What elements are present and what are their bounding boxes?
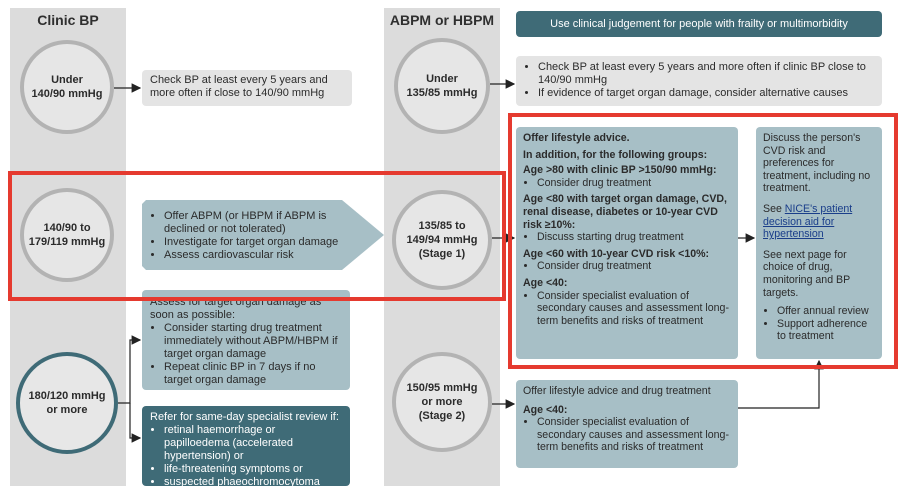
bullet-item: • retinal haemorrhage or papilloedema (accelerated hypertension) or: [164, 424, 342, 463]
circle-line: 135/85 to: [418, 220, 466, 232]
bullet-item: • Consider specialist evaluation of secondary causes and assessment long-term benefits and risks of treatment: [537, 416, 731, 454]
bullet-item: • If evidence of target organ damage, consider alternative causes: [538, 87, 874, 100]
circle-line: 135/85 mmHg: [406, 87, 478, 99]
group-heading: Age <80 with target organ damage, CVD, renal disease, diabetes or 10-year CVD risk ≥10%:: [523, 193, 727, 231]
bullet-item: • Consider specialist evaluation of secondary causes and assessment long-term benefits and risks of treatment: [537, 290, 731, 328]
circle-line: Under: [426, 73, 458, 85]
group-heading: Age <40:: [523, 403, 568, 416]
box-intro: Assess for target organ damage as soon as possible:: [150, 296, 322, 321]
decision-aid-link[interactable]: NICE's patient decision aid for hypertension: [763, 202, 853, 241]
frailty-banner-text: Use clinical judgement for people with frailty or multimorbidity: [550, 17, 848, 30]
group-heading: Age >80 with clinic BP >150/90 mmHg:: [523, 164, 717, 177]
highlight-stage1-outcome: [508, 113, 898, 369]
abpm-title: ABPM or HBPM: [389, 12, 495, 28]
bullet-item: • suspected phaeochromocytoma: [164, 476, 342, 489]
bullet-item: • Repeat clinic BP in 7 days if no target organ damage: [164, 361, 342, 387]
circle-line: (Stage 2): [418, 410, 466, 422]
circle-line: (Stage 1): [418, 248, 466, 260]
bullet-item: • Investigate for target organ damage: [164, 236, 341, 249]
box-line: more often if close to 140/90 mmHg: [150, 87, 325, 99]
circle-line: 149/94 mmHg: [406, 234, 478, 246]
bullet-item: • Offer ABPM (or HBPM if ABPM is declined or not tolerated): [164, 210, 341, 236]
circle-line: 180/120 mmHg: [28, 390, 106, 402]
discuss-see-text: See: [763, 202, 785, 215]
circle-line: or more: [46, 404, 88, 416]
bullet-item: • Check BP at least every 5 years and more often if clinic BP close to 140/90 mmHg: [538, 61, 874, 87]
circle-line: 179/119 mmHg: [28, 236, 106, 248]
discuss-next-page-text: See next page for choice of drug, monitoring and BP targets.: [763, 248, 850, 299]
box-title: Offer lifestyle advice and drug treatment: [523, 385, 711, 397]
clinic-bp-title: Clinic BP: [37, 12, 99, 28]
bullet-item: • Consider drug treatment: [537, 260, 731, 273]
arrow-line: [130, 403, 140, 438]
box-intro: Refer for same-day specialist review if:: [150, 411, 339, 423]
highlight-stage1-row: [8, 171, 506, 301]
bullet-item: • Assess cardiovascular risk: [164, 249, 341, 262]
box-line: Check BP at least every 5 years and: [150, 74, 328, 86]
bullet-item: • Offer annual review: [777, 305, 875, 318]
circle-line: or more: [421, 396, 463, 408]
bullet-item: • Discuss starting drug treatment: [537, 231, 731, 244]
arrow-line: [118, 340, 140, 403]
group-heading: Age <40:: [523, 276, 568, 289]
circle-line: 150/95 mmHg: [406, 382, 478, 394]
bullet-item: • Support adherence to treatment: [777, 318, 875, 343]
circle-line: 140/90 to: [43, 222, 91, 234]
box-title: Offer lifestyle advice.: [523, 132, 630, 144]
bullet-item: • life-threatening symptoms or: [164, 463, 342, 476]
discuss-text: Discuss the person's CVD risk and preferences for treatment, including no treatment.: [763, 132, 871, 195]
box-subtitle: In addition, for the following groups:: [523, 148, 708, 161]
circle-line: Under: [51, 74, 83, 86]
bullet-item: • Consider drug treatment: [537, 177, 731, 190]
circle-line: 140/90 mmHg: [31, 88, 103, 100]
bullet-item: • Consider starting drug treatment immediately without ABPM/HBPM if target organ damage: [164, 322, 342, 361]
group-heading: Age <60 with 10-year CVD risk <10%:: [523, 247, 710, 260]
